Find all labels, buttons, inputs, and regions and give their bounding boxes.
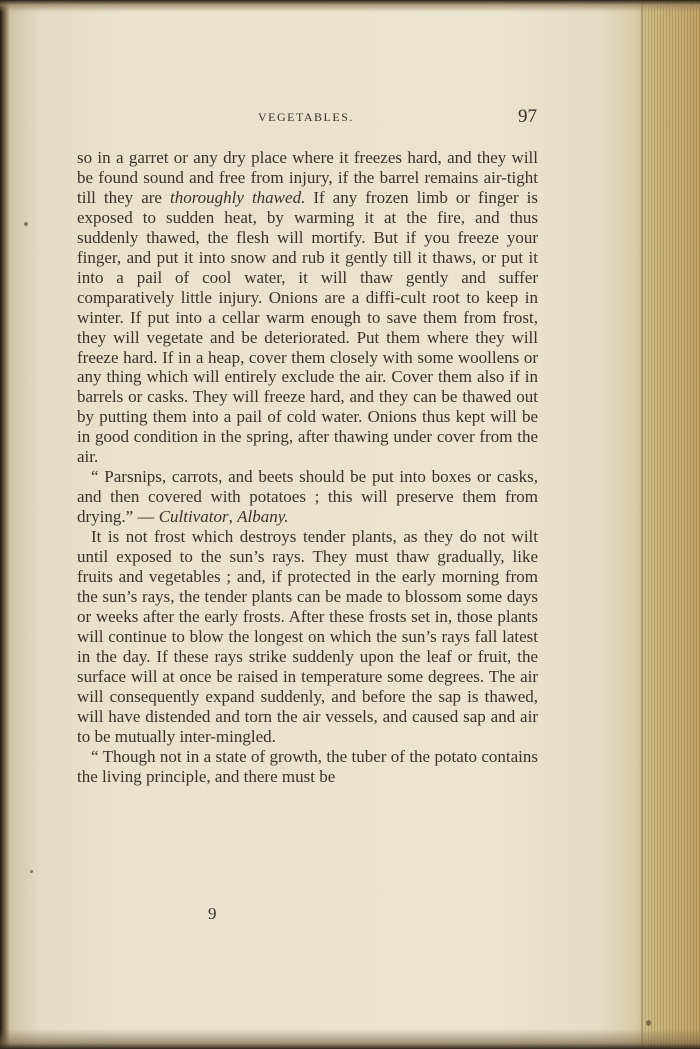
- signature-mark: 9: [208, 904, 217, 923]
- paragraph-2: [77, 467, 538, 527]
- paragraph-1-emphasis: thoroughly thawed.: [169, 187, 306, 207]
- running-head: VEGETABLES.: [258, 110, 354, 124]
- paragraph-4: “ Though not in a state of growth, the tuber of the potato contains the living principle, and there must be: [77, 746, 538, 786]
- paragraph-3: It is not frost which destroys tender plants, as they do not wilt until exposed to the sun’s rays. They must thaw gradually, like fruits and vegetables ; and, if protected in the early morning from the sun’s rays, the tender plants can be made to blossom some days or weeks after the early frosts. After these frosts set in, those plants will continue to blow the longest on which the sun’s rays fall latest in the day. If these rays strike suddenly upon the leaf or fruit, the surface will at once be raised in temperature some degrees. The air will consequently expand suddenly, and before the sap is thawed, will have distended and torn the air vessels, and caused sap and air to be mutually inter-mingled.: [77, 527, 538, 746]
- paper-blemish: [24, 222, 28, 226]
- page-number: 97: [518, 106, 537, 127]
- paragraph-1-text-a: so in a garret or any dry place where it freezes hard, and they will be found sound and free from injury, if the barrel remains air-tight till they are: [77, 148, 538, 207]
- body-text: [77, 148, 538, 787]
- top-edge-shadow: [0, 0, 700, 12]
- page-edges: [642, 0, 700, 1049]
- citation-source: Cultivator: [158, 507, 229, 527]
- paper-blemish: [30, 870, 33, 873]
- paper-blemish: [646, 1020, 651, 1026]
- bottom-edge-shadow: [0, 1029, 700, 1049]
- paragraph-1-text-b: If any frozen limb or finger is exposed to sudden heat, by warming it at the fire, and thus suddenly thawed, the flesh will mortify. But if you freeze your finger, and put it into snow and rub it gently till it thaws, or put it into a pail of cool water, it will thaw gently and suffer comparatively little injury. Onions are a diffi-cult root to keep in winter. If put into a cellar warm enough to save them from frost, they will vegetate and be deteriorated. Put them where they will freeze hard. If in a heap, cover them closely with some woollens or any thing which will entirely exclude the air. Cover them also if in barrels or casks. They will freeze hard, and they can be thawed out by putting them into a pail of cold water. Onions thus kept will be in good condition in the spring, after thawing under cover from the air.: [77, 187, 538, 467]
- paragraph-2-text: “ Parsnips, carrots, and beets should be put into boxes or casks, and then covered with potatoes ; this will preserve them from drying.” —: [77, 467, 538, 527]
- citation-separator: ,: [228, 507, 238, 527]
- page-fold-shadow: [641, 0, 644, 1049]
- citation-place: Albany.: [237, 507, 289, 527]
- paragraph-1: [77, 148, 538, 467]
